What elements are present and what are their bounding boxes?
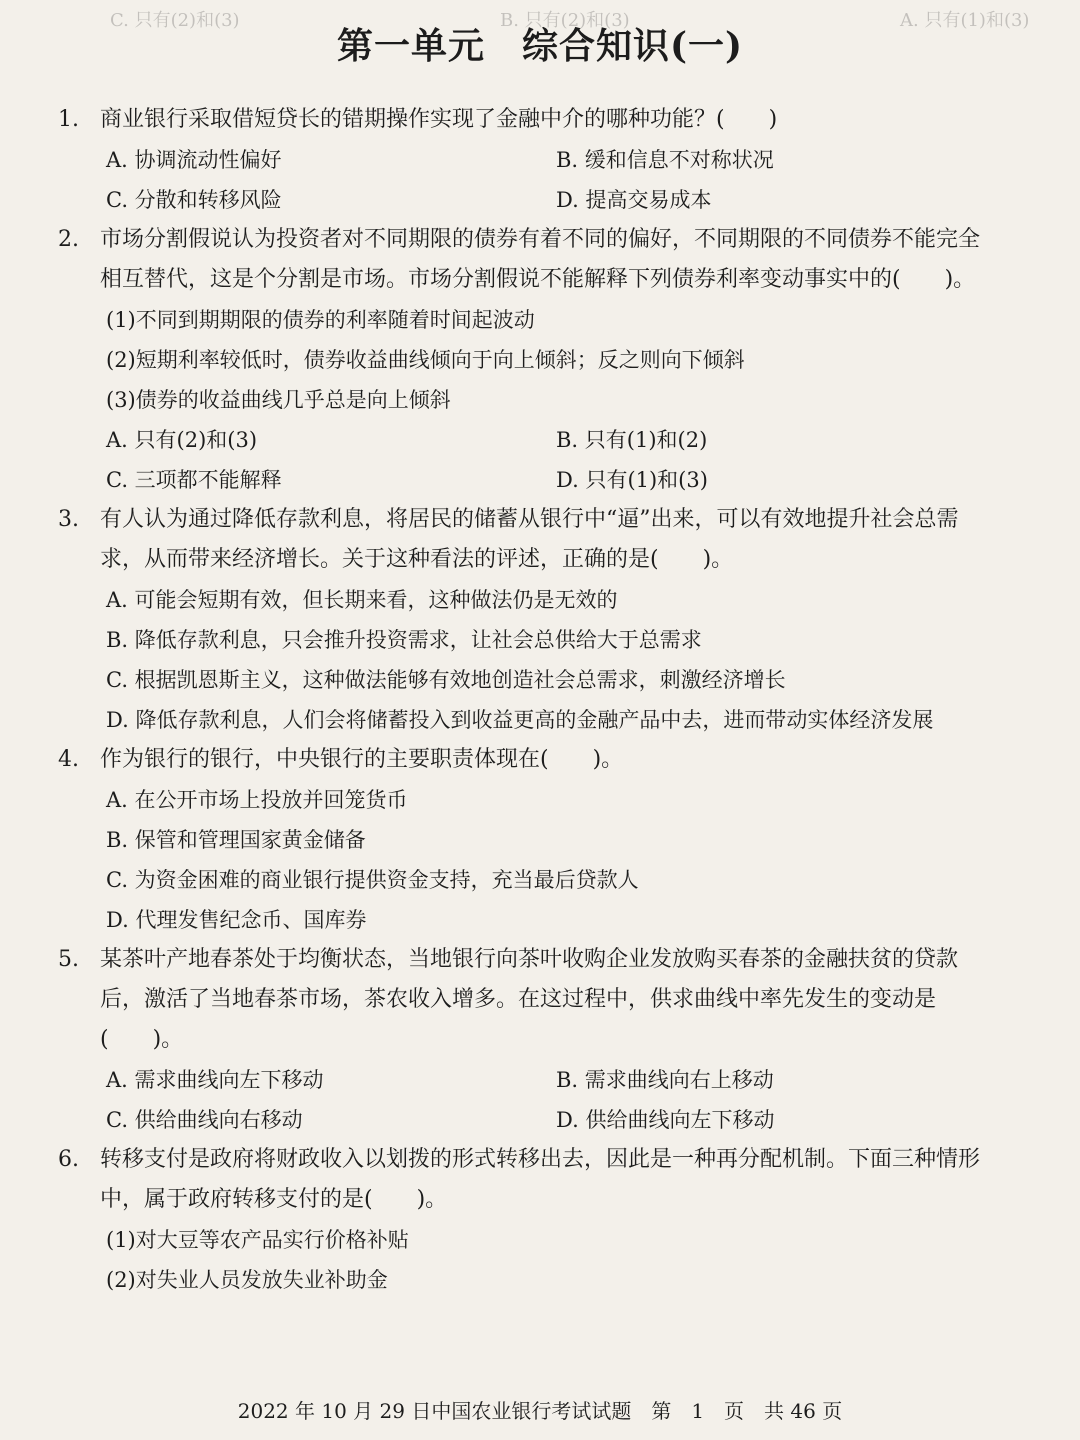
question-stem: 市场分割假说认为投资者对不同期限的债券有着不同的偏好，不同期限的不同债券不能完全相互替代，这是个分割是市场。市场分割假说不能解释下列债券利率变动事实中的( )。 <box>100 227 981 292</box>
option: B. 保管和管理国家黄金储备 <box>106 828 366 852</box>
question-number: 2. <box>58 227 79 252</box>
option: A. 在公开市场上投放并回笼货币 <box>106 788 408 812</box>
question <box>0 740 1080 940</box>
page-footer: 2022 年 10 月 29 日中国农业银行考试试题 第 1 页 共 46 页 <box>237 1399 843 1423</box>
ghost-line: A. 只有(1)和(3) <box>900 10 1030 31</box>
question-number: 6. <box>58 1147 79 1172</box>
option: C. 根据凯恩斯主义，这种做法能够有效地创造社会总需求，刺激经济增长 <box>106 668 786 692</box>
option: D. 代理发售纪念币、国库券 <box>106 908 367 932</box>
question-stem: 有人认为通过降低存款利息，将居民的储蓄从银行中“逼”出来，可以有效地提升社会总需求，从而带来经济增长。关于这种看法的评述，正确的是( )。 <box>100 507 959 572</box>
option-list <box>106 780 1006 940</box>
option-list <box>106 1060 1006 1140</box>
option: C. 为资金困难的商业银行提供资金支持，充当最后贷款人 <box>106 868 639 892</box>
option: B. 缓和信息不对称状况 <box>556 148 774 172</box>
question-number: 3. <box>58 507 79 532</box>
option: A. 协调流动性偏好 <box>106 148 282 172</box>
page-title: 第一单元 综合知识(一) <box>336 25 744 67</box>
statement-item: (2)对失业人员发放失业补助金 <box>106 1268 388 1292</box>
option: A. 只有(2)和(3) <box>106 428 258 452</box>
statement-item: (3)债券的收益曲线几乎总是向上倾斜 <box>106 388 451 412</box>
question-list <box>0 100 1080 1300</box>
option: C. 分散和转移风险 <box>106 188 282 212</box>
question-stem: 转移支付是政府将财政收入以划拨的形式转移出去，因此是一种再分配机制。下面三种情形中，属于政府转移支付的是( )。 <box>100 1147 981 1212</box>
question-stem: 商业银行采取借短贷长的错期操作实现了金融中介的哪种功能？( ) <box>100 107 778 132</box>
question-stem: 作为银行的银行，中央银行的主要职责体现在( )。 <box>100 747 624 772</box>
option: D. 供给曲线向左下移动 <box>556 1108 775 1132</box>
question <box>0 940 1080 1140</box>
question-number: 5. <box>58 947 79 972</box>
option: C. 三项都不能解释 <box>106 468 282 492</box>
statement-item: (1)对大豆等农产品实行价格补贴 <box>106 1228 409 1252</box>
statement-item: (1)不同到期期限的债券的利率随着时间起波动 <box>106 308 535 332</box>
ghost-line: C. 只有(2)和(3) <box>110 10 240 31</box>
question <box>0 1140 1080 1300</box>
option: A. 需求曲线向左下移动 <box>106 1068 324 1092</box>
option: A. 可能会短期有效，但长期来看，这种做法仍是无效的 <box>106 588 618 612</box>
question-number: 4. <box>58 747 79 772</box>
option: D. 降低存款利息，人们会将储蓄投入到收益更高的金融产品中去，进而带动实体经济发展 <box>106 708 934 732</box>
option-list <box>106 580 1006 740</box>
option: D. 提高交易成本 <box>556 188 712 212</box>
option: B. 降低存款利息，只会推升投资需求，让社会总供给大于总需求 <box>106 628 702 652</box>
option: D. 只有(1)和(3) <box>556 468 708 492</box>
question-stem: 某茶叶产地春茶处于均衡状态，当地银行向茶叶收购企业发放购买春茶的金融扶贫的贷款后，激活了当地春茶市场，茶农收入增多。在这过程中，供求曲线中率先发生的变动是( )。 <box>100 947 959 1052</box>
option: C. 供给曲线向右移动 <box>106 1108 303 1132</box>
question <box>0 220 1080 500</box>
question <box>0 500 1080 740</box>
statement-item: (2)短期利率较低时，债券收益曲线倾向于向上倾斜；反之则向下倾斜 <box>106 348 745 372</box>
option-list <box>106 420 1006 500</box>
question <box>0 100 1080 220</box>
question-number: 1. <box>58 107 79 132</box>
option-list <box>106 140 1006 220</box>
ghost-line: B. 只有(2)和(3) <box>500 10 630 31</box>
option: B. 需求曲线向右上移动 <box>556 1068 774 1092</box>
option: B. 只有(1)和(2) <box>556 428 708 452</box>
